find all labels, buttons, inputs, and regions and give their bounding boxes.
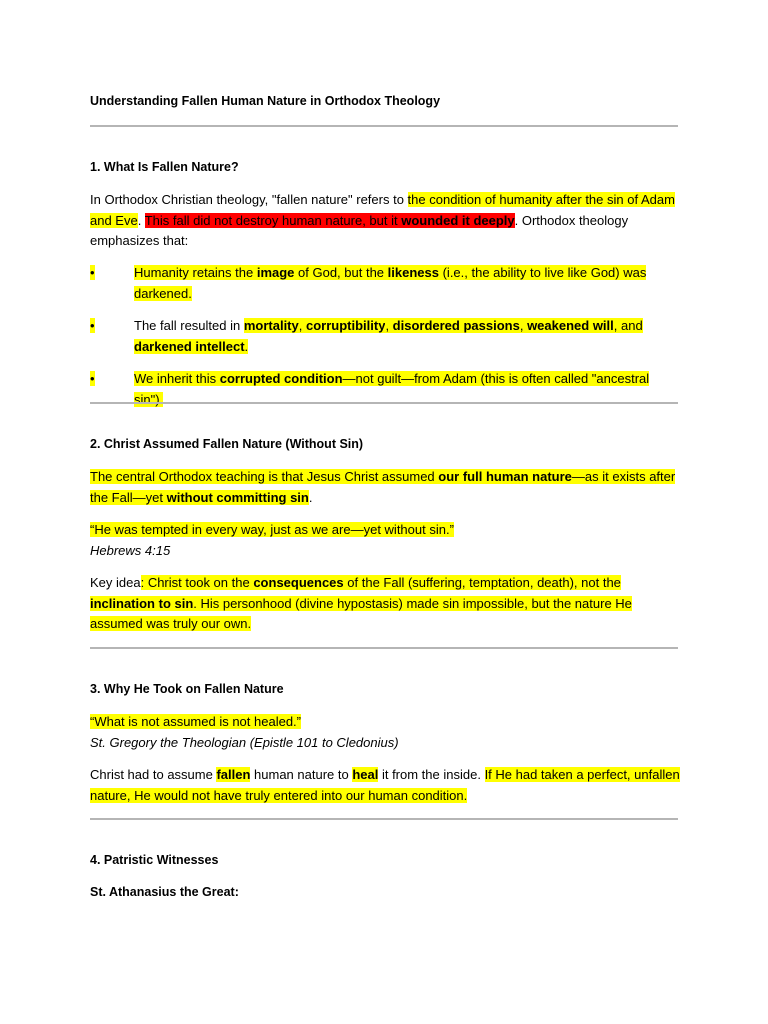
section-4-subheading: St. Athanasius the Great: [90, 885, 239, 899]
list-item: • The fall resulted in mortality, corruptibility, disordered passions, weakened will, and darkened intellect. [90, 318, 643, 354]
bullet-icon: • [90, 371, 95, 386]
scripture-quote: “He was tempted in every way, just as we are—yet without sin.” Hebrews 4:15 [90, 522, 454, 558]
patristic-quote: “What is not assumed is not healed.” St. Gregory the Theologian (Epistle 101 to Cledonius) [90, 714, 399, 750]
section-1-heading: 1. What Is Fallen Nature? [90, 160, 239, 174]
section-2-heading: 2. Christ Assumed Fallen Nature (Without Sin) [90, 437, 364, 451]
document-title: Understanding Fallen Human Nature in Orthodox Theology [90, 94, 441, 108]
section-3-heading: 3. Why He Took on Fallen Nature [90, 682, 284, 696]
section-1-intro: In Orthodox Christian theology, "fallen nature" refers to the condition of humanity after the sin of Adam and Eve. This fall did not destroy human nature, but it wounded it deeply. Orthodox theology emphasizes that: [90, 192, 675, 248]
divider [90, 402, 678, 404]
divider [90, 647, 678, 649]
scripture-citation: Hebrews 4:15 [90, 542, 171, 558]
list-item: • We inherit this corrupted condition—not guilt—from Adam (this is often called "ancestral sin"). [90, 371, 650, 407]
list-item: • Humanity retains the image of God, but the likeness (i.e., the ability to live like God) was darkened. [90, 265, 647, 301]
bullet-icon: • [90, 318, 95, 333]
section-4-heading: 4. Patristic Witnesses [90, 853, 219, 867]
divider [90, 125, 678, 127]
divider [90, 818, 678, 820]
section-2-intro: The central Orthodox teaching is that Jesus Christ assumed our full human nature—as it exists after the Fall—yet without committing sin. [90, 469, 676, 505]
bullet-icon: • [90, 265, 95, 280]
key-idea-paragraph: Key idea: Christ took on the consequences of the Fall (suffering, temptation, death), not the inclination to sin. His personhood (divine hypostasis) made sin impossible, but the nature He assumed was truly our own. [90, 575, 632, 631]
section-3-paragraph: Christ had to assume fallen human nature to heal it from the inside. If He had taken a perfect, unfallen nature, He would not have truly entered into our human condition. [90, 767, 680, 803]
quote-citation: St. Gregory the Theologian (Epistle 101 to Cledonius) [90, 734, 399, 750]
